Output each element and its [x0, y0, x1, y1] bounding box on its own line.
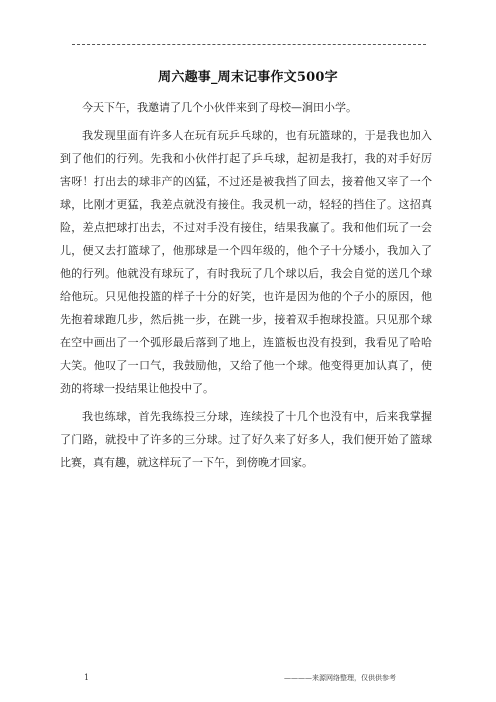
- paragraph-2: 我发现里面有许多人在玩有玩乒乓球的，也有玩篮球的，于是我也加入到了他们的行列。先我和小伙伴打起了乒乓球，起初是我打，我的对手好厉害呀！打出去的球非产的凶猛，不过还是被我挡了回去，接着他又宰了一个球，比刚才更猛，我差点就没有接住。我灵机一动，轻轻的挡住了。这招真险，差点把球打出去，不过对手没有接住，结果我赢了。我和他们玩了一会儿，便又去打篮球了，他那球是一个四年级的，他个子十分矮小，我加入了他的行列。他就没有球玩了，有时我玩了几个球以后，我会自觉的送几个球给他玩。只见他投篮的样子十分的好笑，也许是因为他的个子小的原因，他先抱着球跑几步，然后挑一步，在跳一步，接着双手抱球投篮。只见那个球在空中画出了一个弧形最后落到了地上，连篮板也没有投到，我看见了哈哈大笑。他叹了一口气，我鼓励他，又给了他一个球。他变得更加认真了，使劲的将球一投结果让他投中了。: [60, 129, 432, 395]
- page-number: 1: [84, 673, 90, 682]
- paragraph-3: 我也练球，首先我练投三分球，连续投了十几个也没有中，后来我掌握了门路，就投中了许多的三分球。过了好久来了好多人，我们便开始了篮球比赛，真有趣，就这样玩了一下午，到傍晚才回家。: [60, 410, 432, 469]
- header-divider: [72, 44, 426, 45]
- page-title: 周六趣事_周末记事作文500字: [158, 70, 338, 85]
- article-body: [60, 96, 432, 479]
- paragraph-1: 今天下午，我邀请了几个小伙伴来到了母校—涧田小学。: [82, 101, 357, 114]
- source-note: ————来源网络整理，仅供供参考: [284, 674, 396, 682]
